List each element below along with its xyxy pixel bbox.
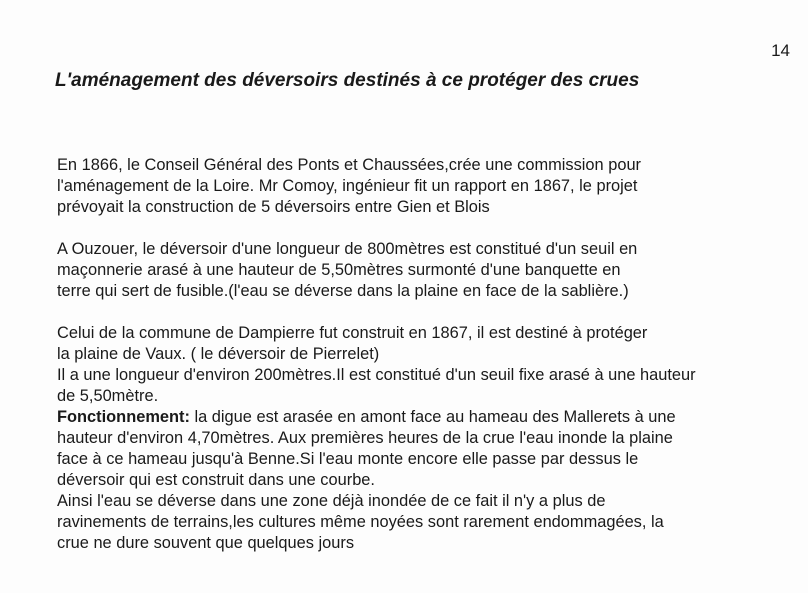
paragraph-ouzouer — [57, 239, 797, 302]
text-line: terre qui sert de fusible.(l'eau se déverse dans la plaine en face de la sablière.) — [57, 282, 629, 300]
paragraph-dampierre — [57, 323, 797, 407]
text-line: A Ouzouer, le déversoir d'une longueur de 800mètres est constitué d'un seuil en — [57, 240, 638, 258]
text-line: En 1866, le Conseil Général des Ponts et Chaussées,crée une commission pour — [57, 156, 642, 174]
page-title: L'aménagement des déversoirs destinés à ce protéger des crues — [55, 70, 640, 91]
text-line: crue ne dure souvent que quelques jours — [57, 534, 355, 552]
text-line: hauteur d'environ 4,70mètres. Aux premières heures de la crue l'eau inonde la plaine — [57, 429, 673, 447]
text-line: Ainsi l'eau se déverse dans une zone déjà inondée de ce fait il n'y a plus de — [57, 492, 606, 510]
text-line — [57, 407, 797, 428]
text-line: Celui de la commune de Dampierre fut construit en 1867, il est destiné à protéger — [57, 324, 648, 342]
paragraph-commission — [57, 155, 797, 218]
page-number: 14 — [771, 41, 790, 60]
fonctionnement-label: Fonctionnement: — [57, 408, 190, 426]
body-text — [57, 155, 797, 554]
text-line: face à ce hameau jusqu'à Benne.Si l'eau monte encore elle passe par dessus le — [57, 450, 639, 468]
text-line: la plaine de Vaux. ( le déversoir de Pierrelet) — [57, 345, 380, 363]
paragraph-fonctionnement — [57, 407, 797, 554]
text-line: ravinements de terrains,les cultures même noyées sont rarement endommagées, la — [57, 513, 664, 531]
fonctionnement-text: la digue est arasée en amont face au hameau des Mallerets à une — [189, 408, 676, 426]
text-line: déversoir qui est construit dans une courbe. — [57, 471, 375, 489]
text-line: Il a une longueur d'environ 200mètres.Il est constitué d'un seuil fixe arasé à une hauteur — [57, 366, 696, 384]
text-line: de 5,50mètre. — [57, 387, 159, 405]
text-line: l'aménagement de la Loire. Mr Comoy, ingénieur fit un rapport en 1867, le projet — [57, 177, 638, 195]
text-line: prévoyait la construction de 5 déversoirs entre Gien et Blois — [57, 198, 490, 216]
text-line: maçonnerie arasé à une hauteur de 5,50mètres surmonté d'une banquette en — [57, 261, 621, 279]
